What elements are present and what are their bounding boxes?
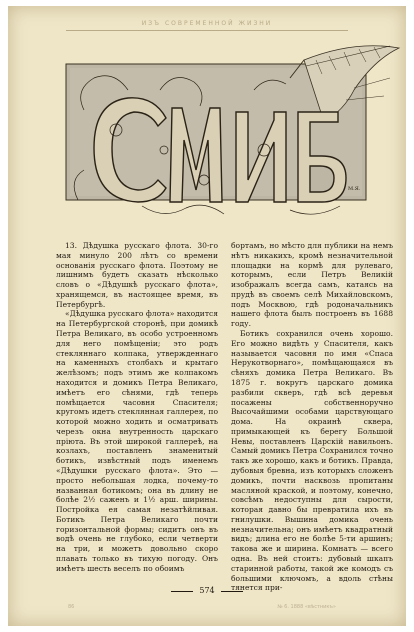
footer-mark-left: 86 — [68, 604, 75, 610]
title-illustration — [54, 30, 406, 230]
page-sheet — [8, 6, 406, 626]
paragraph: «Дѣдушка русскаго флота» находится на Петербургской сторонѣ, при домикѣ Петра Великаго, въ особо устроенномъ для него помѣщеніи; это родъ стекляннаго колпака, утвержденнаго на каменныхъ столбахъ и крытаго желѣзомъ; подъ этимъ же колпакомъ находится и домикъ Петра Великаго, имѣетъ его сѣнями, гдѣ теперь помѣщается часовня Спасителя; кругомъ идетъ стеклянная галлерея, по которой можно ходить и осматривать черезъ окна внутренность царскаго пріюта. Въ этой широкой галлереѣ, на козлахъ, поставленъ знаменитый ботикъ, извѣстный подъ именемъ «Дѣдушки русскаго флота». Это — просто небольшая лодка, почему-то названная ботикомъ; она въ длину не болѣе 2½ саженъ и 1½ арш. ширины. Постройка ея самая незатѣйливая. Ботикъ Петра Великаго почти горизонтальной формы; сидитъ онъ въ водѣ очень не глубоко, если четверти на три, и можетъ довольно скоро плавать только въ тихую погоду. Онъ имѣетъ шесть веселъ по обоимъ — [56, 309, 218, 573]
running-head: ИЗЪ СОВРЕМЕННОЙ ЖИЗНИ — [141, 20, 273, 27]
footer-mark-right: № 6. 1888 «вѣстникъ» — [277, 604, 336, 610]
paragraph: 13. Дѣдушка русскаго флота. 30-го мая минуло 200 лѣтъ со времени основанія русскаго флота. Поэтому не лишнимъ будетъ сказать нѣсколько словъ о «Дѣдушкѣ русскаго флота», хранящемся, въ настоящее время, въ Петербургѣ. — [56, 241, 218, 309]
text-column-right — [231, 241, 393, 593]
paragraph: Ботикъ сохранился очень хорошо. Его можно видѣть у Спасителя, какъ называется часовня по имя «Спаса Нерукотворнаго», помѣщающаяся въ сѣняхъ домика Петра Великаго. Въ 1875 г. вокругъ царскаго домика разбили скверъ, гдѣ всѣ деревья посажены собственноручно Высочайшими особами царствующаго дома. На окраинѣ сквера, примыкающей къ берегу Большой Невы, поставленъ Царскій навильонъ. Самый домикъ Петра Сохранился точно такъ же хорошо, какъ и ботикъ. Правда, дубовыя бревна, изъ которыхъ сложенъ домикъ, почти насквозь пропитаны масляной краской, и поэтому, конечно, совсѣмъ недоступны для сырости, которая давно бы превратила ихъ въ гнилушки. Вышина домика очень незначительна; онъ имѣетъ квадратный видъ; длина его не болѣе 5-ти аршинъ; такова же и ширина. Комнатъ — всего одна. Въ ней стоитъ: дубовый шкапъ старинной работы, такой же комодъ съ большими ключомъ, а вдоль стѣны тянется при- — [231, 329, 393, 593]
artist-monogram: М.Я. — [348, 186, 361, 192]
paragraph: бортамъ, но мѣсто для публики на немъ нѣтъ никакихъ, кромѣ незначительной площадки на кормѣ для рулеваго, которымъ, если Петръ Великій изображалъ всегда самъ, катаясь на прудѣ въ своемъ селѣ Михайловскомъ, подъ Москвою, гдѣ родоначальникъ нашего флота былъ построенъ въ 1688 году. — [231, 241, 393, 329]
text-column-left — [56, 241, 218, 574]
page-number: 574 — [8, 586, 406, 595]
